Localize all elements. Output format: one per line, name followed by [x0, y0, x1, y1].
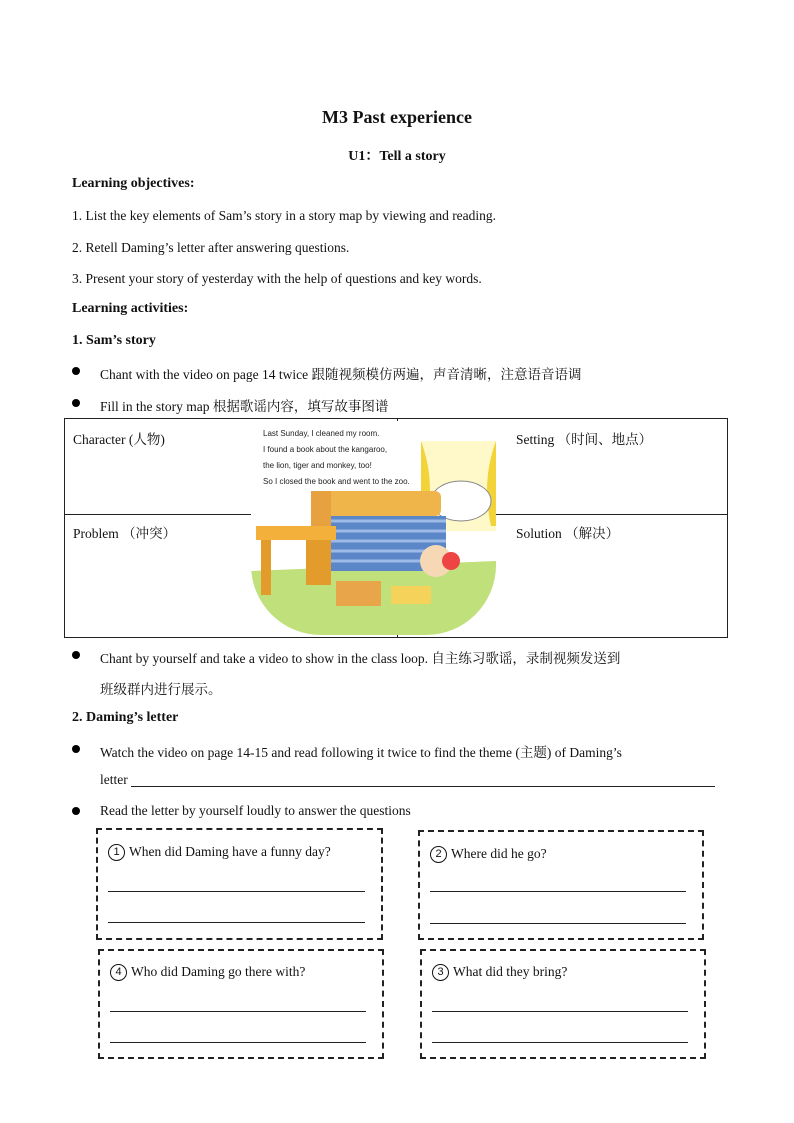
character-cell[interactable]: Character (人物): [73, 432, 165, 447]
answer-line[interactable]: [430, 891, 686, 892]
chant-yourself-instruction: Chant by yourself and take a video to show in the class loop. 自主练习歌谣，录制视频发送到: [100, 651, 621, 666]
read-letter-instruction: Read the letter by yourself loudly to answer the questions: [100, 803, 411, 818]
caption-line: I found a book about the kangaroo,: [263, 445, 388, 454]
picture-caption: [263, 426, 410, 490]
fill-story-map-instruction: Fill in the story map 根据歌谣内容，填写故事图谱: [100, 399, 389, 414]
question-4: [110, 964, 305, 981]
bullet-icon: [72, 367, 80, 375]
activities-heading: Learning activities:: [72, 301, 189, 316]
question-number-badge: 3: [432, 964, 449, 981]
setting-cell[interactable]: Setting （时间、地点）: [516, 432, 653, 447]
answer-line[interactable]: [432, 1011, 688, 1012]
page-title: M3 Past experience: [322, 107, 472, 127]
question-text: Who did Daming go there with?: [131, 964, 306, 979]
answer-line[interactable]: [108, 922, 365, 923]
question-number-badge: 1: [108, 844, 125, 861]
answer-line[interactable]: [432, 1042, 688, 1043]
question-1: [108, 844, 331, 861]
question-box-1: [96, 828, 383, 940]
answer-line[interactable]: [110, 1042, 366, 1043]
question-3: [432, 964, 567, 981]
problem-cell[interactable]: Problem （冲突）: [73, 526, 177, 541]
question-number-badge: 4: [110, 964, 127, 981]
caption-line: Last Sunday, I cleaned my room.: [263, 429, 380, 438]
objectives-heading: Learning objectives:: [72, 176, 195, 191]
story-map-table: [64, 418, 728, 638]
watch-video-instruction: Watch the video on page 14-15 and read following it twice to find the theme (主题) of Daming’s: [100, 745, 622, 760]
caption-line: the lion, tiger and monkey, too!: [263, 461, 372, 470]
caption-line: So I closed the book and went to the zoo.: [263, 477, 410, 486]
answer-line[interactable]: [110, 1011, 366, 1012]
question-number-badge: 2: [430, 846, 447, 863]
bullet-icon: [72, 399, 80, 407]
question-text: What did they bring?: [453, 964, 568, 979]
question-text: Where did he go?: [451, 846, 547, 861]
letter-label: letter: [100, 772, 128, 787]
answer-line[interactable]: [108, 891, 365, 892]
chant-yourself-instruction-cont: 班级群内进行展示。: [100, 682, 222, 697]
question-box-4: [98, 949, 384, 1059]
solution-cell[interactable]: Solution （解决）: [516, 526, 620, 541]
question-box-2: [418, 830, 704, 940]
chant-instruction: Chant with the video on page 14 twice 跟随视频模仿两遍，声音清晰，注意语音语调: [100, 367, 582, 382]
objective-1: 1. List the key elements of Sam’s story in a story map by viewing and reading.: [72, 208, 497, 223]
question-text: When did Daming have a funny day?: [129, 844, 331, 859]
bullet-icon: [72, 745, 80, 753]
question-box-3: [420, 949, 706, 1059]
section-damings-letter-heading: 2. Daming’s letter: [72, 710, 179, 725]
answer-line[interactable]: [430, 923, 686, 924]
objective-3: 3. Present your story of yesterday with the help of questions and key words.: [72, 271, 482, 286]
section-sams-story-heading: 1. Sam’s story: [72, 333, 156, 348]
bullet-icon: [72, 651, 80, 659]
page-subtitle: U1：Tell a story: [348, 149, 446, 164]
bullet-icon: [72, 807, 80, 815]
objective-2: 2. Retell Daming’s letter after answering questions.: [72, 240, 350, 255]
theme-answer-line[interactable]: [131, 786, 715, 787]
question-2: [430, 846, 547, 863]
